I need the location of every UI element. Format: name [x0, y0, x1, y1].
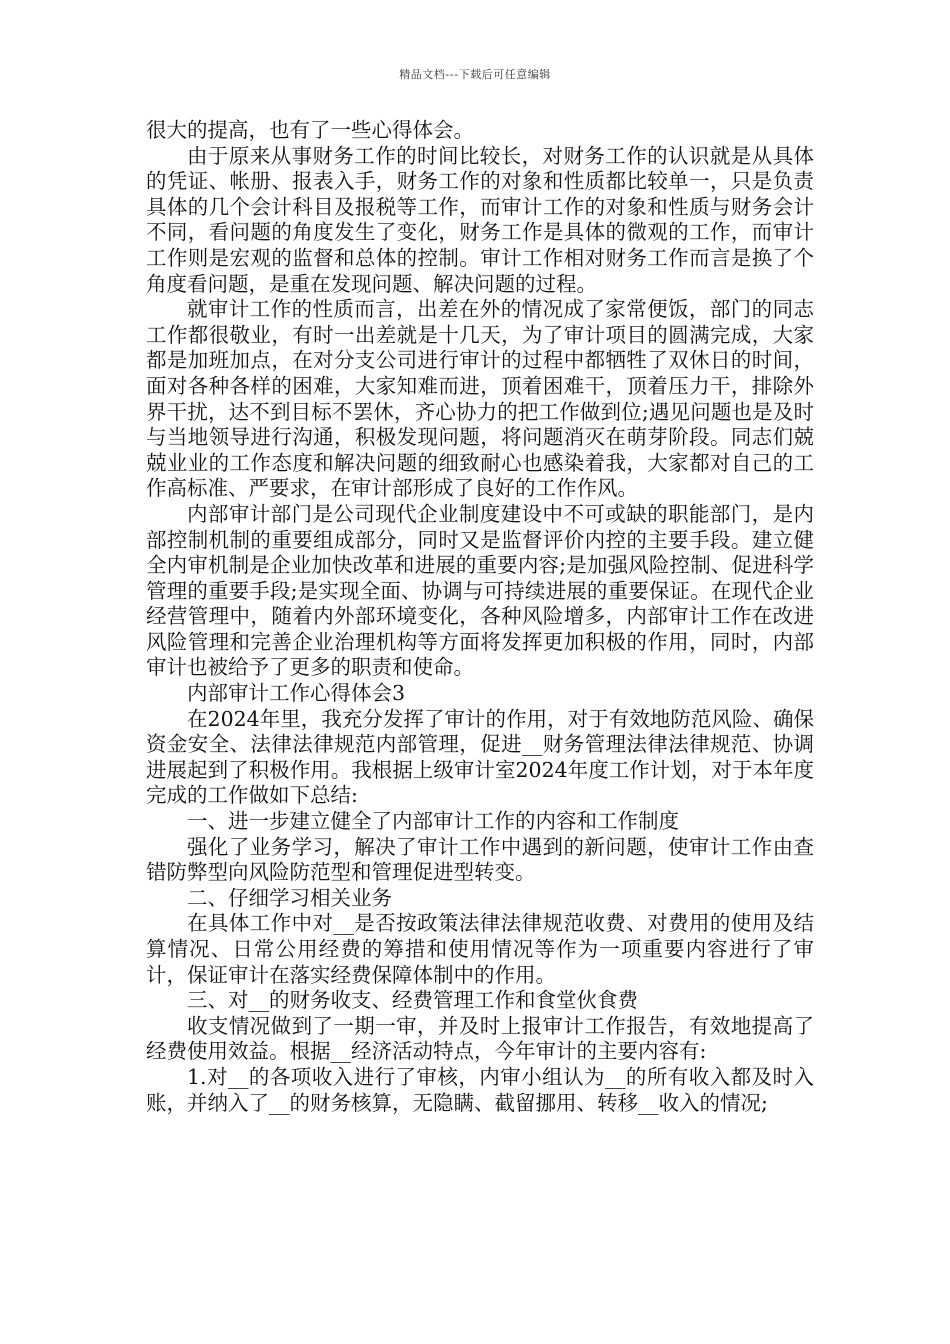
page-header: 精品文档---下载后可任意编辑 — [399, 68, 551, 81]
paragraph: 强化了业务学习，解决了审计工作中遇到的新问题，使审计工作由查错防弊型向风险防范型和管理促进型转变。 — [146, 834, 814, 885]
paragraph: 在2024年里，我充分发挥了审计的作用，对于有效地防范风险、确保资金安全、法律法律规范内部管理，促进__财务管理法律法律规范、协调进展起到了积极作用。我根据上级审计室2024年度工作计划，对于本年度完成的工作做如下总结: — [146, 706, 814, 808]
paragraph: 由于原来从事财务工作的时间比较长，对财务工作的认识就是从具体的凭证、帐册、报表入手，财务工作的对象和性质都比较单一，只是负责具体的几个会计科目及报税等工作，而审计工作的对象和性质与财务会计不同，看问题的角度发生了变化，财务工作是具体的微观的工作，而审计工作则是宏观的监督和总体的控制。审计工作相对财务工作而言是换了个角度看问题，是重在发现问题、解决问题的过程。 — [146, 143, 814, 296]
section-heading: 一、进一步建立健全了内部审计工作的内容和工作制度 — [187, 809, 679, 834]
paragraph: 很大的提高，也有了一些心得体会。 — [146, 118, 474, 142]
section-heading: 二、仔细学习相关业务 — [187, 885, 392, 910]
paragraph: 内部审计部门是公司现代企业制度建设中不可或缺的职能部门，是内部控制机制的重要组成部分，同时又是监督评价内控的主要手段。建立健全内审机制是企业加快改革和进展的重要内容;是加强风险控制、促进科学管理的重要手段;是实现全面、协调与可持续进展的重要保证。在现代企业经营管理中，随着内外部环境变化，各种风险增多，内部审计工作在改进风险管理和完善企业治理机构等方面将发挥更加积极的作用，同时，内部审计也被给予了更多的职责和使命。 — [146, 501, 814, 680]
section-heading: 三、对__的财务收支、经费管理工作和食堂伙食费 — [187, 988, 638, 1013]
paragraph: 在具体工作中对__是否按政策法律法律规范收费、对费用的使用及结算情况、日常公用经费的筹措和使用情况等作为一项重要内容进行了审计，保证审计在落实经费保障体制中的作用。 — [146, 911, 814, 987]
paragraph: 收支情况做到了一期一审，并及时上报审计工作报告，有效地提高了经费使用效益。根据__经济活动特点，今年审计的主要内容有: — [146, 1013, 814, 1064]
list-item: 1.对__的各项收入进行了审核，内审小组认为__的所有收入都及时入账，并纳入了__的财务核算，无隐瞒、截留挪用、转移__收入的情况; — [146, 1064, 814, 1115]
section-heading: 内部审计工作心得体会3 — [187, 681, 406, 706]
document-body — [146, 118, 814, 1116]
paragraph: 就审计工作的性质而言，出差在外的情况成了家常便饭，部门的同志工作都很敬业，有时一出差就是十几天，为了审计项目的圆满完成，大家都是加班加点，在对分支公司进行审计的过程中都牺牲了双休日的时间，面对各种各样的困难，大家知难而进，顶着困难干，顶着压力干，排除外界干扰，达不到目标不罢休，齐心协力的把工作做到位;遇见问题也是及时与当地领导进行沟通，积极发现问题，将问题消灭在萌芽阶段。同志们兢兢业业的工作态度和解决问题的细致耐心也感染着我，大家都对自己的工作高标准、严要求，在审计部形成了良好的工作作风。 — [146, 297, 814, 501]
